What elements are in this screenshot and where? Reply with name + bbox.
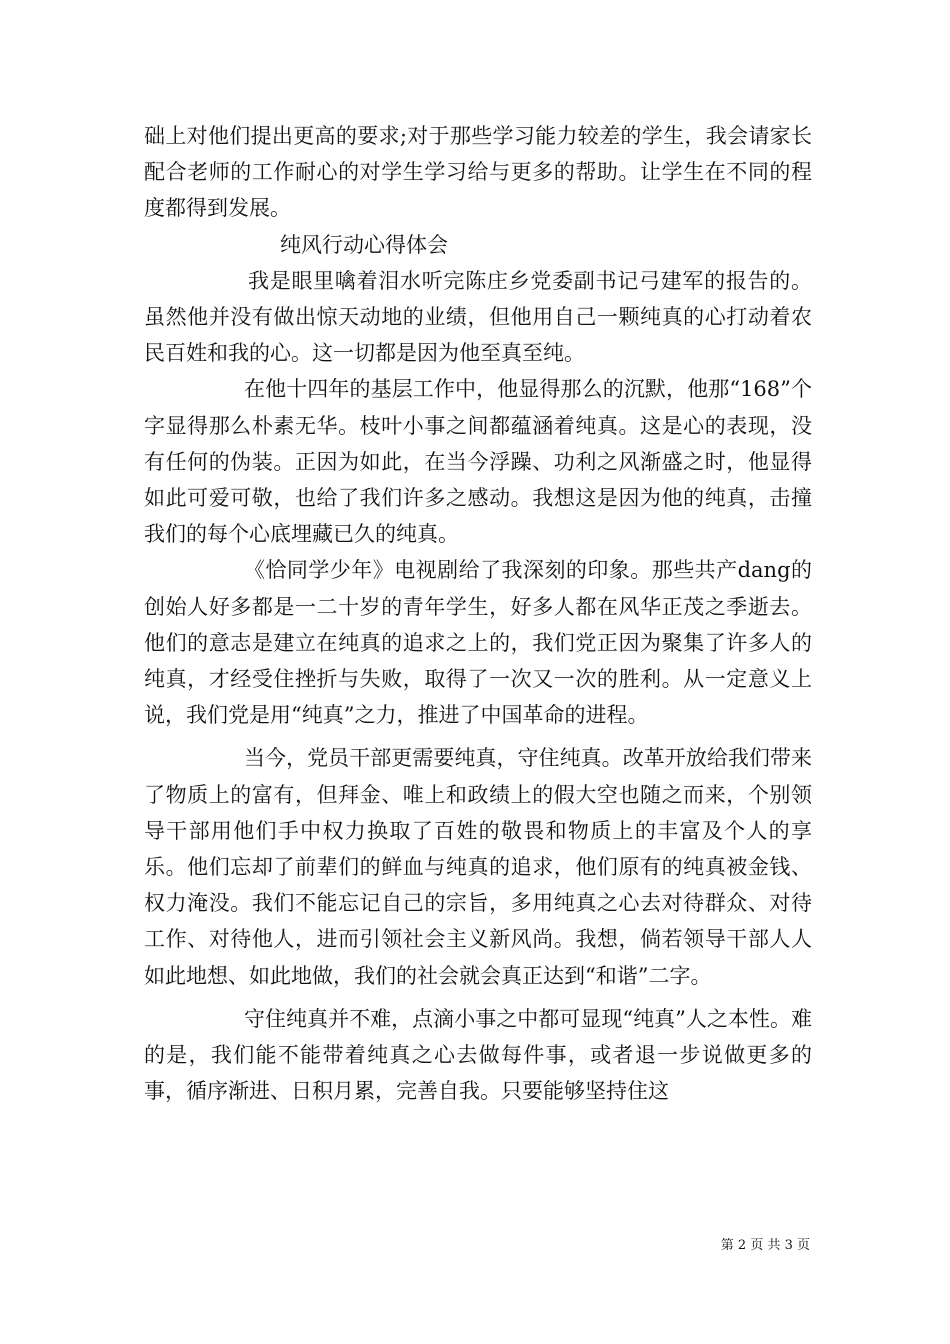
paragraph: 《恰同学少年》电视剧给了我深刻的印象。那些共产dang的创始人好多都是一二十岁的青年学生，好多人都在风华正茂之季逝去。他们的意志是建立在纯真的追求之上的，我们党正因为聚集了许多人的纯真，才经受住挫折与失败，取得了一次又一次的胜利。从一定意义上说，我们党是用“纯真”之力，推进了中国革命的进程。 (144, 558, 812, 728)
paragraph: 在他十四年的基层工作中，他显得那么的沉默，他那“168”个字显得那么朴素无华。枝叶小事之间都蕴涵着纯真。这是心的表现，没有任何的伪装。正因为如此，在当今浮躁、功利之风渐盛之时，他显得如此可爱可敬，也给了我们许多之感动。我想这是因为他的纯真，击撞我们的每个心底埋藏已久的纯真。 (144, 377, 812, 547)
paragraph: 守住纯真并不难，点滴小事之中都可显现“纯真”人之本性。难的是，我们能不能带着纯真之心去做每件事，或者退一步说做更多的事，循序渐进、日积月累，完善自我。只要能够坚持住这 (144, 1006, 812, 1104)
paragraph-continuation: 础上对他们提出更高的要求;对于那些学习能力较差的学生，我会请家长配合老师的工作耐心的对学生学习给与更多的帮助。让学生在不同的程度都得到发展。 (144, 124, 812, 221)
paragraph: 我是眼里噙着泪水听完陈庄乡党委副书记弓建军的报告的。虽然他并没有做出惊天动地的业绩，但他用自己一颗纯真的心打动着农民百姓和我的心。这一切都是因为他至真至纯。 (144, 268, 812, 366)
document-body (144, 118, 812, 1109)
page-number-footer: 第 2 页 共 3 页 (720, 1238, 810, 1253)
section-title: 纯风行动心得体会 (280, 232, 448, 257)
paragraph: 当今，党员干部更需要纯真，守住纯真。改革开放给我们带来了物质上的富有，但拜金、唯上和政绩上的假大空也随之而来，个别领导干部用他们手中权力换取了百姓的敬畏和物质上的丰富及个人的享乐。他们忘却了前辈们的鲜血与纯真的追求，他们原有的纯真被金钱、权力淹没。我们不能忘记自己的宗旨，多用纯真之心去对待群众、对待工作、对待他人，进而引领社会主义新风尚。我想，倘若领导干部人人如此地想、如此地做，我们的社会就会真正达到“和谐”二字。 (144, 746, 812, 988)
